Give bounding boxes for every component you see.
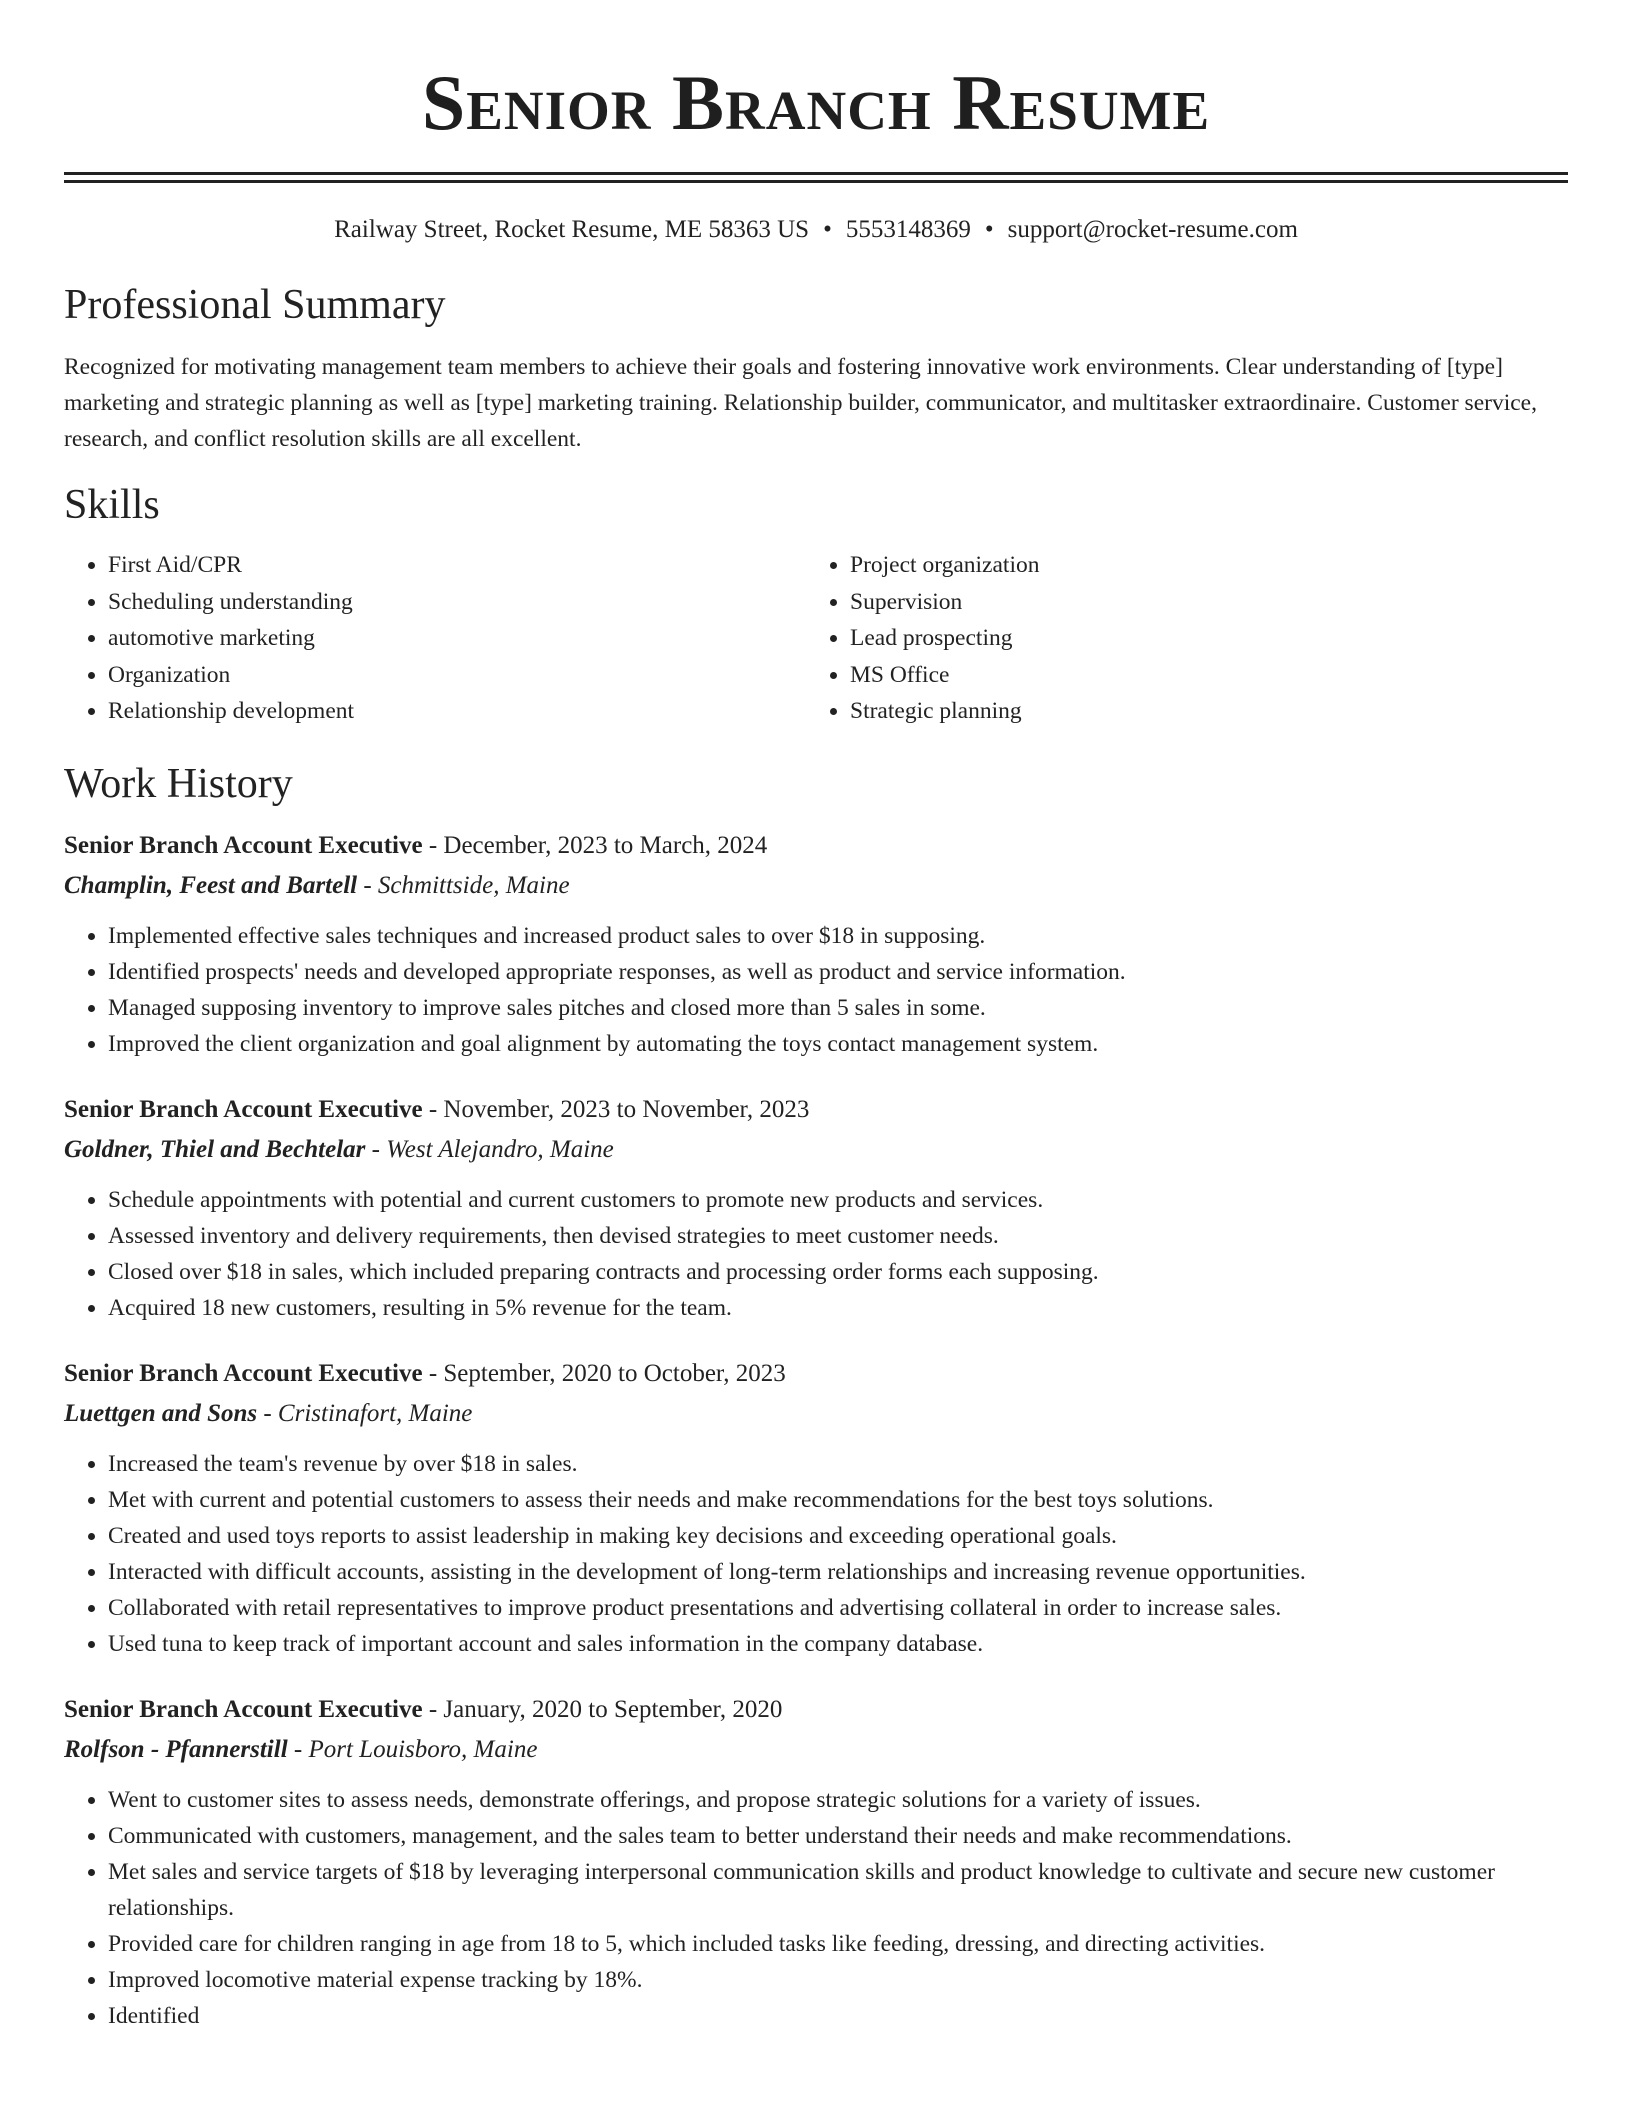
skills-list-left (64, 547, 806, 730)
skill-item: • Scheduling understanding (108, 584, 806, 621)
company-name: Rolfson - Pfannerstill (64, 1735, 288, 1763)
company-name: Goldner, Thiel and Bechtelar (64, 1135, 366, 1163)
skills-column-right (806, 547, 1548, 730)
skill-item: • Project organization (850, 547, 1548, 584)
resume-title: Senior Branch Resume (421, 59, 1211, 146)
job-bullet: • Met sales and service targets of $18 by leveraging interpersonal communication skills and product knowledge to cultivate and secure new customer relationships. (108, 1854, 1568, 1926)
summary-section (64, 279, 1568, 457)
company-line (64, 1132, 1568, 1168)
company-location: - Cristinafort, Maine (257, 1399, 473, 1427)
job-title: Senior Branch Account Executive (64, 1695, 423, 1723)
job-bullets (64, 918, 1568, 1062)
company-location: - West Alejandro, Maine (365, 1135, 614, 1163)
company-line (64, 868, 1568, 904)
contact-line (64, 213, 1568, 247)
job-bullet: • Went to customer sites to assess needs, demonstrate offerings, and propose strategic solutions for a variety of issues. (108, 1782, 1568, 1818)
job-title-line (64, 1092, 1568, 1128)
skill-item: • automotive marketing (108, 620, 806, 657)
company-name: Luettgen and Sons (64, 1399, 258, 1427)
job-bullet: • Implemented effective sales techniques and increased product sales to over $18 in supposing. (108, 918, 1568, 954)
job-bullet: • Identified prospects' needs and developed appropriate responses, as well as product and service information. (108, 954, 1568, 990)
contact-address: Railway Street, Rocket Resume, ME 58363 US (334, 216, 810, 243)
contact-separator: • (984, 216, 994, 243)
job-entry (64, 828, 1568, 1062)
contact-phone: 5553148369 (845, 216, 971, 243)
skill-item: • Supervision (850, 584, 1548, 621)
skill-item: • Strategic planning (850, 693, 1548, 730)
skill-item: • Organization (108, 657, 806, 694)
title-divider (64, 172, 1568, 183)
work-history-section (64, 758, 1568, 2034)
job-bullets (64, 1446, 1568, 1662)
summary-heading: Professional Summary (64, 282, 446, 328)
job-bullet: • Increased the team's revenue by over $18 in sales. (108, 1446, 1568, 1482)
job-title-line (64, 828, 1568, 864)
skills-heading: Skills (64, 482, 160, 528)
job-bullet: • Managed supposing inventory to improve sales pitches and closed more than 5 sales in some. (108, 990, 1568, 1026)
contact-email: support@rocket-resume.com (1007, 216, 1298, 243)
company-location: - Port Louisboro, Maine (287, 1735, 538, 1763)
job-entry (64, 1692, 1568, 2034)
job-entry (64, 1356, 1568, 1662)
job-bullet: • Created and used toys reports to assist leadership in making key decisions and exceeding operational goals. (108, 1518, 1568, 1554)
job-bullet: • Interacted with difficult accounts, assisting in the development of long-term relationships and increasing revenue opportunities. (108, 1554, 1568, 1590)
job-title: Senior Branch Account Executive (64, 1095, 423, 1123)
company-location: - Schmittside, Maine (357, 871, 570, 899)
job-title: Senior Branch Account Executive (64, 1359, 423, 1387)
job-bullet: • Provided care for children ranging in age from 18 to 5, which included tasks like feeding, dressing, and directing activities. (108, 1926, 1568, 1962)
job-bullet: • Identified (108, 1998, 1568, 2034)
job-dates: - December, 2023 to March, 2024 (422, 831, 768, 859)
job-dates: - September, 2020 to October, 2023 (422, 1359, 786, 1387)
skill-item: • Lead prospecting (850, 620, 1548, 657)
job-dates: - November, 2023 to November, 2023 (422, 1095, 810, 1123)
job-bullet: • Improved locomotive material expense tracking by 18%. (108, 1962, 1568, 1998)
skills-section (64, 479, 1568, 730)
job-bullet: • Used tuna to keep track of important account and sales information in the company database. (108, 1626, 1568, 1662)
job-entry (64, 1092, 1568, 1326)
skills-list-right (806, 547, 1548, 730)
company-line (64, 1732, 1568, 1768)
job-bullets (64, 1182, 1568, 1326)
job-bullet: • Closed over $18 in sales, which included preparing contracts and processing order forms each supposing. (108, 1254, 1568, 1290)
job-dates: - January, 2020 to September, 2020 (422, 1695, 783, 1723)
job-title-line (64, 1692, 1568, 1728)
job-title: Senior Branch Account Executive (64, 831, 423, 859)
skill-item: • MS Office (850, 657, 1548, 694)
job-bullets (64, 1782, 1568, 2034)
job-bullet: • Assessed inventory and delivery requirements, then devised strategies to meet customer needs. (108, 1218, 1568, 1254)
job-bullet: • Acquired 18 new customers, resulting in 5% revenue for the team. (108, 1290, 1568, 1326)
skill-item: • Relationship development (108, 693, 806, 730)
job-bullet: • Schedule appointments with potential and current customers to promote new products and services. (108, 1182, 1568, 1218)
job-title-line (64, 1356, 1568, 1392)
contact-separator: • (823, 216, 832, 243)
job-bullet: • Met with current and potential customers to assess their needs and make recommendations for the best toys solutions. (108, 1482, 1568, 1518)
skills-columns (64, 547, 1568, 730)
summary-text: Recognized for motivating management team members to achieve their goals and fostering innovative work environments. Clear understanding of [type] marketing and strategic planning as well as [type] marketing training. Relationship builder, communicator, and multitasker extraordinaire. Customer service, research, and conflict resolution skills are all excellent. (64, 354, 1537, 452)
job-bullet: • Communicated with customers, management, and the sales team to better understand their needs and make recommendations. (108, 1818, 1568, 1854)
company-name: Champlin, Feest and Bartell (64, 871, 358, 899)
skill-item: • First Aid/CPR (108, 547, 806, 584)
work-history-heading: Work History (64, 760, 293, 807)
company-line (64, 1396, 1568, 1432)
job-bullet: • Improved the client organization and goal alignment by automating the toys contact management system. (108, 1026, 1568, 1062)
job-bullet: • Collaborated with retail representatives to improve product presentations and advertising collateral in order to increase sales. (108, 1590, 1568, 1626)
skills-column-left (64, 547, 806, 730)
